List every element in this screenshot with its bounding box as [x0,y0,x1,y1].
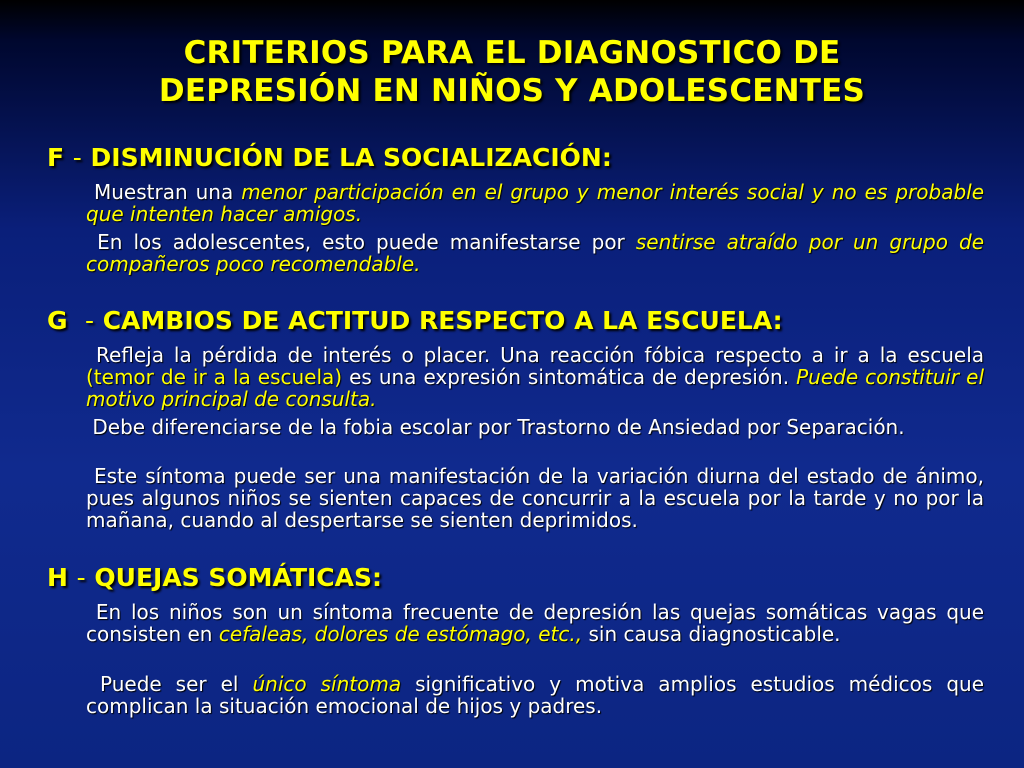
section-dash: - [72,143,82,172]
paragraph-highlight: menor participación en el grupo y menor interés social y no es probable que intenten hacer amigos. [86,180,984,226]
slide-title-line-1: CRITERIOS PARA EL DIAGNOSTICO DE [183,35,841,71]
paragraph-f-1 [86,181,984,225]
section-dash: - [76,563,86,592]
paragraph-highlight: (temor de ir a la escuela) [86,365,343,389]
section-heading-g [47,306,987,336]
paragraph-text: es una expresión sintomática de depresión. [342,365,797,389]
paragraph-g-2 [86,416,984,438]
paragraph-f-2 [86,231,984,275]
paragraph-highlight: cefaleas, dolores de estómago, etc., [218,622,583,646]
section-title: QUEJAS SOMÁTICAS: [94,563,382,592]
section-dash: - [84,306,94,335]
section-letter: H [47,563,68,592]
paragraph-text: Puede ser el [100,672,253,696]
paragraph-text: sin causa diagnosticable. [582,622,841,646]
section-heading-h [47,563,987,593]
paragraph-text: Muestran una [93,180,242,204]
section-title: CAMBIOS DE ACTITUD RESPECTO A LA ESCUELA: [102,306,783,335]
paragraph-text: significativo y motiva amplios estudios médicos que complican la situación emocional de hijos y padres. [86,672,984,718]
section-heading-f [47,143,987,173]
paragraph-h-1 [86,601,984,645]
paragraph-text: En los niños son un síntoma frecuente de depresión las quejas somáticas vagas que consisten en [86,600,985,646]
slide-title [40,34,984,110]
paragraph-g-3 [86,465,984,531]
paragraph-text: Debe diferenciarse de la fobia escolar por Trastorno de Ansiedad por Separación. [92,415,905,439]
paragraph-text: Refleja la pérdida de interés o placer. Una reacción fóbica respecto a ir a la escuela [95,343,985,367]
section-letter: G [47,306,68,335]
paragraph-highlight: único síntoma [252,672,402,696]
paragraph-text: Este síntoma puede ser una manifestación de la variación diurna del estado de ánimo, pues algunos niños se sienten capaces de concurrir a la escuela por la tarde y no por la mañana, cuando al despertarse se sienten deprimidos. [86,464,985,532]
section-letter: F [47,143,65,172]
paragraph-text: En los adolescentes, esto puede manifestarse por [97,230,636,254]
section-title: DISMINUCIÓN DE LA SOCIALIZACIÓN: [90,143,612,172]
paragraph-highlight: sentirse atraído por un grupo de compañeros poco recomendable. [86,230,985,276]
paragraph-g-1 [86,344,984,410]
paragraph-h-2 [86,673,984,717]
slide-title-line-2: DEPRESIÓN EN NIÑOS Y ADOLESCENTES [158,73,866,109]
paragraph-highlight: Puede constituir el motivo principal de consulta. [86,365,985,411]
